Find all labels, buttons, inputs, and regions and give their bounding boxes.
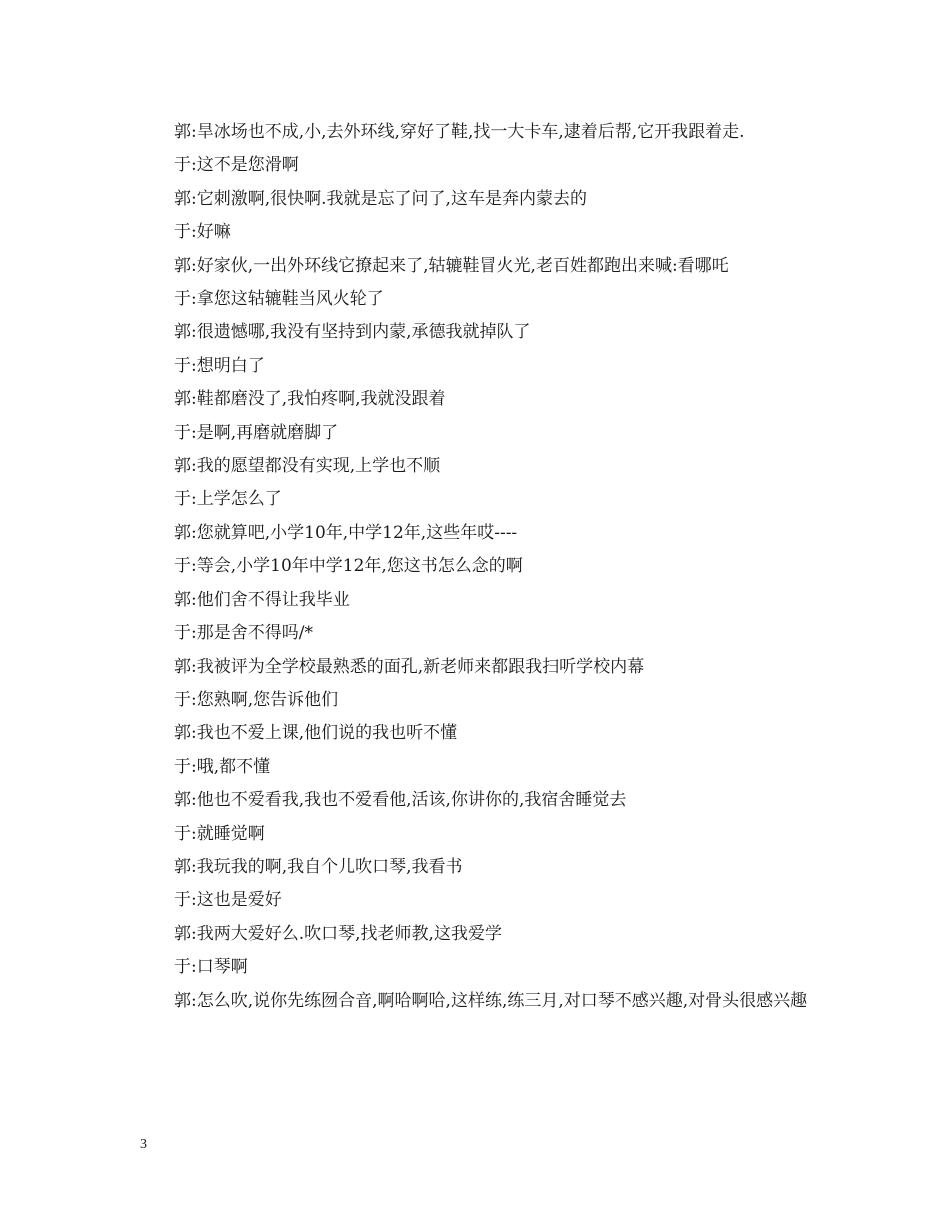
dialogue-line: 于:口琴啊 <box>174 957 248 978</box>
dialogue-line: 郭:旱冰场也不成,小,去外环线,穿好了鞋,找一大卡车,逮着后帮,它开我跟着走. <box>174 122 745 142</box>
dialogue-line: 于:等会,小学10年中学12年,您这书怎么念的啊 <box>174 556 523 577</box>
dialogue-line: 郭:很遗憾哪,我没有坚持到内蒙,承德我就掉队了 <box>174 322 531 343</box>
dialogue-line: 郭:我的愿望都没有实现,上学也不顺 <box>174 456 441 477</box>
dialogue-line: 郭:我玩我的啊,我自个儿吹口琴,我看书 <box>174 856 463 877</box>
page-number: 3 <box>140 1137 147 1152</box>
dialogue-line: 郭:鞋都磨没了,我怕疼啊,我就没跟着 <box>174 389 446 410</box>
dialogue-line: 郭:他们舍不得让我毕业 <box>174 589 350 610</box>
dialogue-line: 于:哦,都不懂 <box>174 756 271 777</box>
dialogue-line: 郭:我被评为全学校最熟悉的面孔,新老师来都跟我扫听学校内幕 <box>174 656 645 677</box>
dialogue-line: 于:拿您这轱辘鞋当风火轮了 <box>174 289 384 310</box>
dialogue-line: 于:是啊,再磨就磨脚了 <box>174 422 339 443</box>
dialogue-line: 郭:怎么吹,说你先练囫合音,啊哈啊哈,这样练,练三月,对口琴不感兴趣,对骨头很感兴趣 <box>174 990 808 1011</box>
dialogue-line: 郭:您就算吧,小学10年,中学12年,这些年哎---- <box>174 522 518 543</box>
dialogue-line: 郭:它刺激啊,很快啊.我就是忘了问了,这车是奔内蒙去的 <box>174 188 587 209</box>
dialogue-body <box>140 116 812 1018</box>
dialogue-line: 于:上学怎么了 <box>174 489 282 510</box>
dialogue-line: 于:想明白了 <box>174 355 265 376</box>
dialogue-line: 于:那是舍不得吗/* <box>174 623 313 644</box>
dialogue-line: 于:您熟啊,您告诉他们 <box>174 689 339 710</box>
dialogue-line: 于:好嘛 <box>174 222 231 243</box>
dialogue-line: 郭:他也不爱看我,我也不爱看他,活该,你讲你的,我宿舍睡觉去 <box>174 790 627 811</box>
dialogue-line: 郭:我也不爱上课,他们说的我也听不懂 <box>174 723 458 744</box>
dialogue-line: 于:这也是爱好 <box>174 890 282 911</box>
dialogue-line: 郭:好家伙,一出外环线它撩起来了,轱辘鞋冒火光,老百姓都跑出来喊:看哪吒 <box>174 255 729 276</box>
dialogue-line: 郭:我两大爱好么.吹口琴,找老师教,这我爱学 <box>174 923 502 944</box>
dialogue-line: 于:这不是您滑啊 <box>174 155 299 176</box>
dialogue-line: 于:就睡觉啊 <box>174 823 265 844</box>
